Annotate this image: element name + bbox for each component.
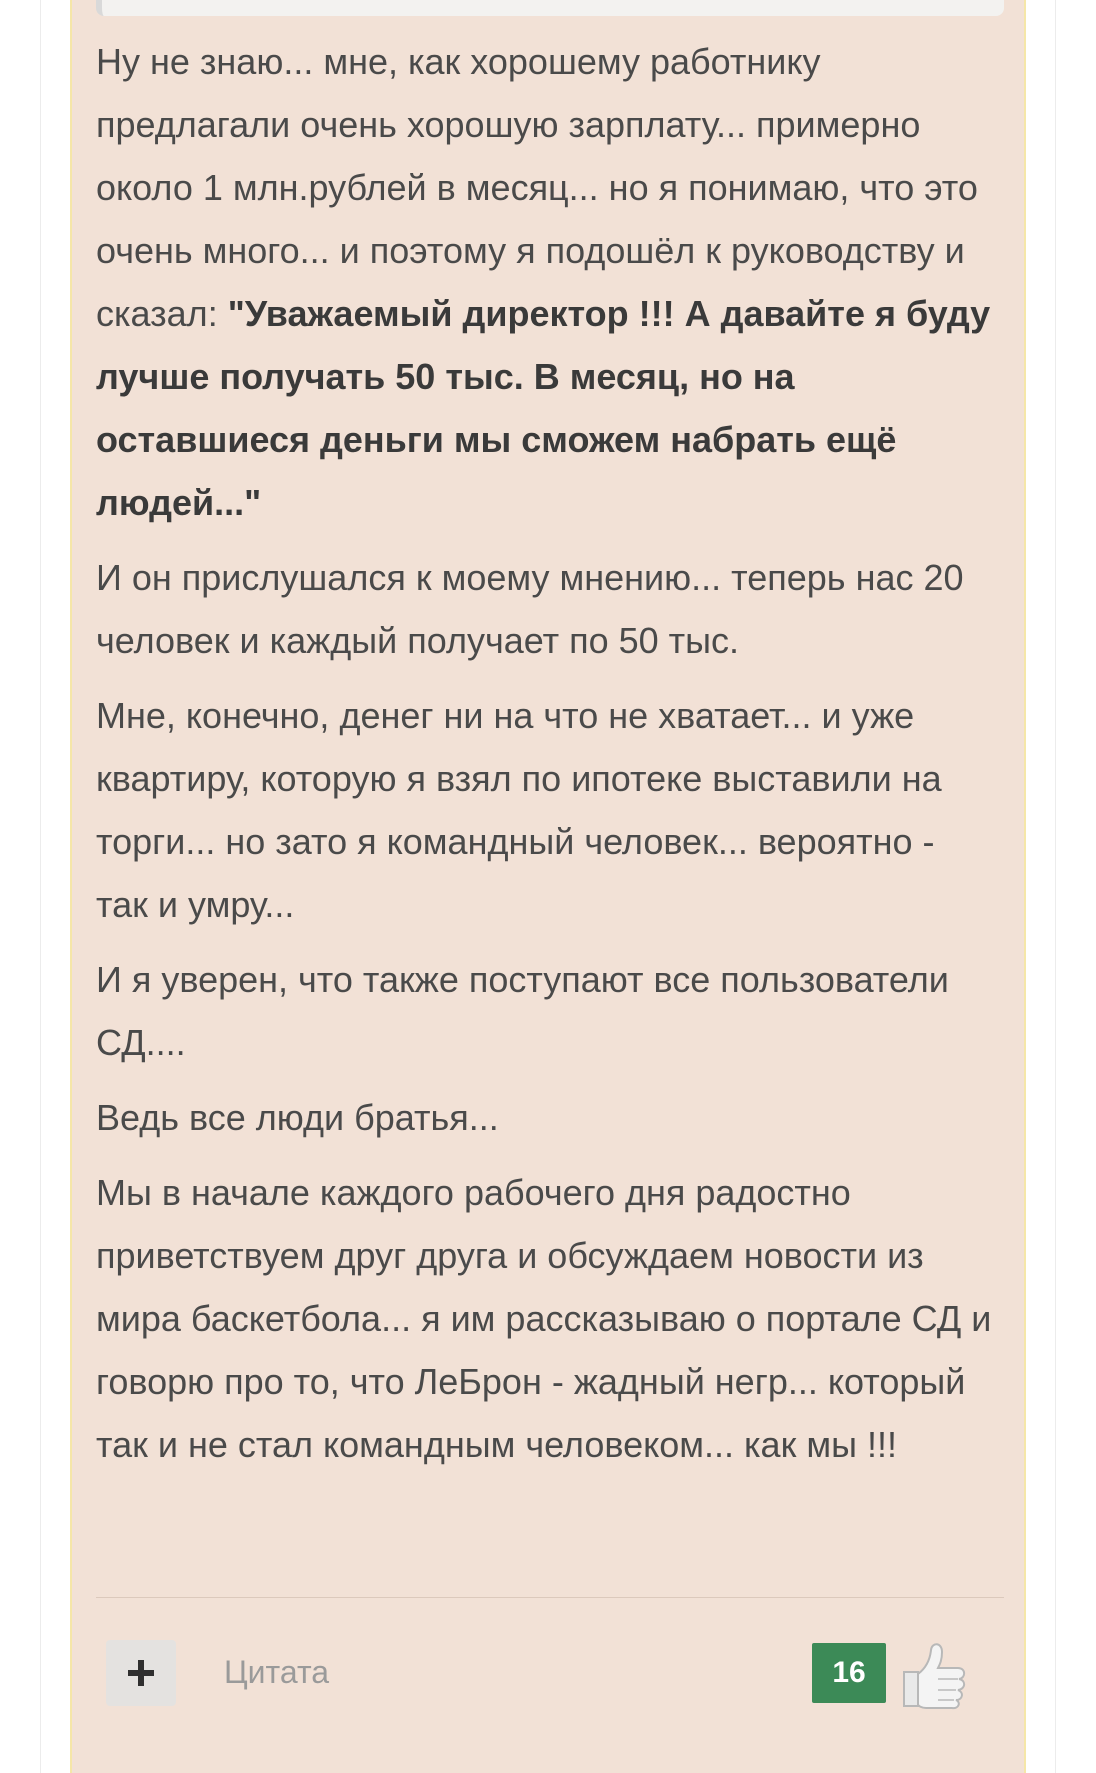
comment-paragraph-6: Мы в начале каждого рабочего дня радостно приветствуем друг друга и обсуждаем новости из мира баскетбола... я им рассказываю о портале СД и говорю про то, что ЛеБрон - жадный негр... который так и не стал командным человеком... как мы !!!	[96, 1172, 992, 1465]
comment-paragraph-1-text: Ну не знаю... мне, как хорошему работнику предлагали очень хорошую зарплату... примерно около 1 млн.рублей в месяц... но я понимаю, что это очень много... и поэтому я подошёл к руководству и сказал:	[96, 41, 978, 334]
like-button[interactable]	[896, 1638, 972, 1710]
comment-card	[70, 0, 1026, 1773]
vote-count-badge: 16	[812, 1643, 886, 1703]
comment-paragraph-4: И я уверен, что также поступают все пользователи СД....	[96, 959, 949, 1063]
plus-button[interactable]	[106, 1640, 176, 1706]
comment-paragraph-1-bold-quote: "Уважаемый директор !!! А давайте я буду лучше получать 50 тыс. В месяц, но на оставшиеся деньги мы сможем набрать ещё людей..."	[96, 293, 991, 523]
quote-link[interactable]: Цитата	[224, 1654, 330, 1690]
comment-body	[96, 30, 996, 1488]
thumbs-up-icon	[896, 1638, 972, 1710]
quoted-comment-block	[96, 0, 1004, 16]
actions-divider	[96, 1597, 1004, 1598]
comment-paragraph-2: И он прислушался к моему мнению... теперь нас 20 человек и каждый получает по 50 тыс.	[96, 557, 964, 661]
plus-icon	[126, 1658, 156, 1688]
comment-paragraph-5: Ведь все люди братья...	[96, 1097, 499, 1138]
comment-paragraph-3: Мне, конечно, денег ни на что не хватает... и уже квартиру, которую я взял по ипотеке выставили на торги... но зато я командный человек... вероятно - так и умру...	[96, 695, 942, 925]
comment-paragraph-1	[96, 30, 996, 534]
